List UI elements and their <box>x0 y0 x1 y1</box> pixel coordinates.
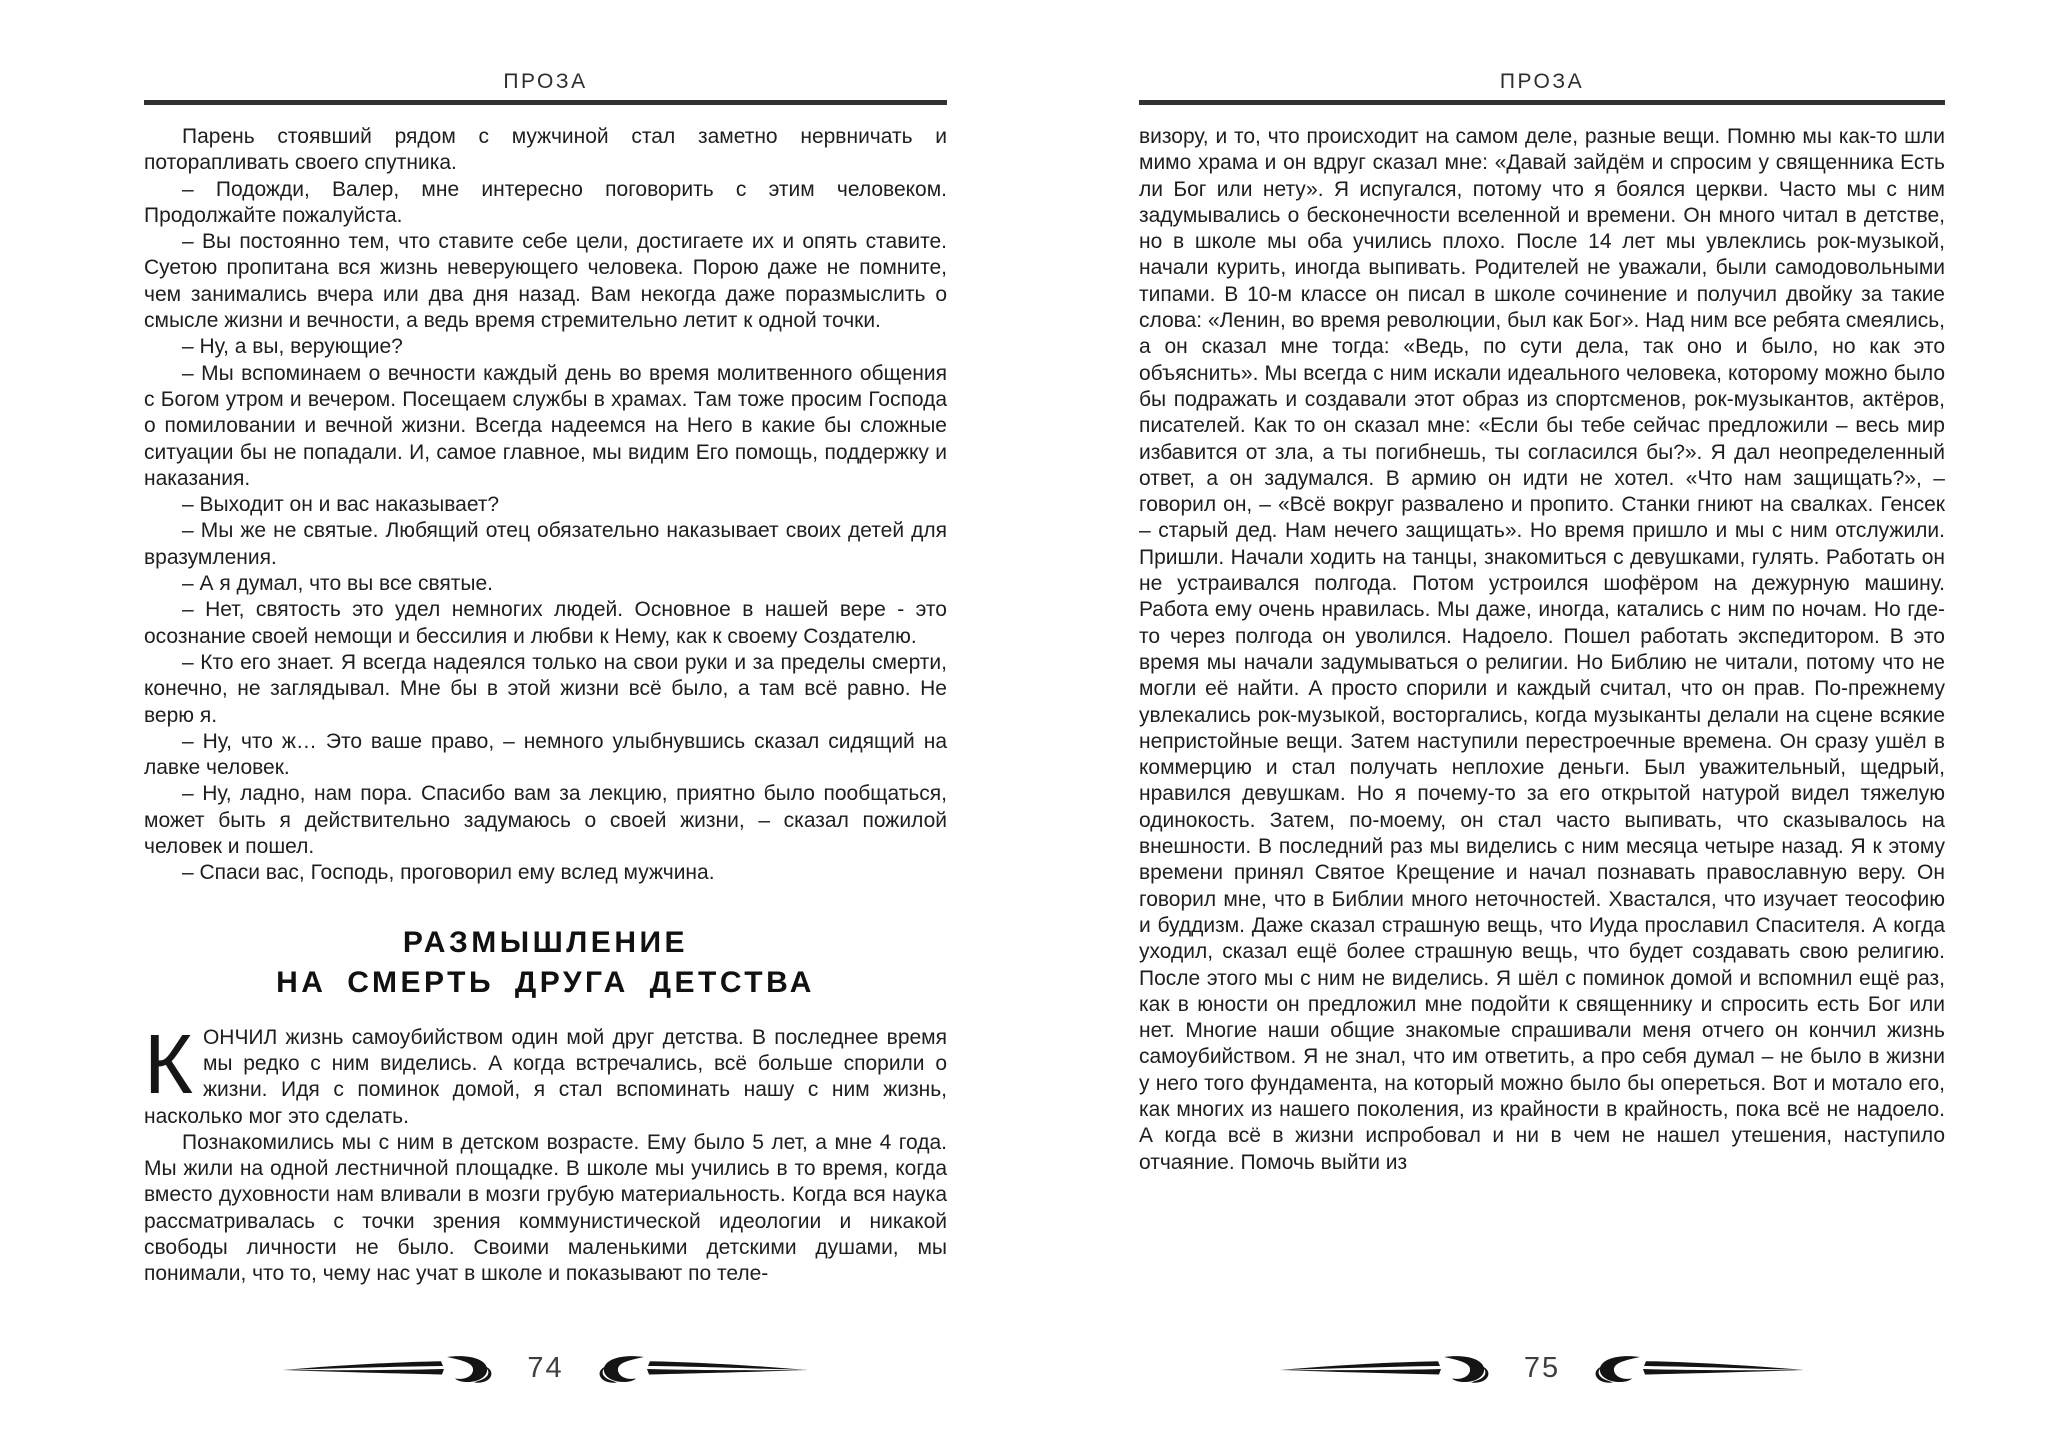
section-heading-line1: РАЗМЫШЛЕНИЕ <box>402 925 689 959</box>
dialogue-paragraph: – Нет, святость это удел немногих людей. Основное в нашей вере - это осознание своей немощи и бессилия и любви к Нему, как к своему Создателю. <box>144 598 947 648</box>
dialogue-paragraph: – Ну, что ж… Это ваше право, – немного улыбнувшись сказал сидящий на лавке человек. <box>144 729 947 780</box>
page-number-left: 74 <box>527 1352 564 1384</box>
dialogue-paragraph: – Спаси вас, Господь, проговорил ему вслед мужчина. <box>182 861 715 885</box>
head-rule-right <box>1139 100 1945 105</box>
dialogue-paragraph: – Мы вспоминаем о вечности каждый день во время молитвенного общения с Богом утром и вечером. Посещаем службы в храмах. Там тоже просим Господа о помиловании и вечной жизни. Всегда надеемся на Него в какие бы сложные ситуации бы не попадали. И, самое главное, мы видим Его помощь, поддержку и наказания. <box>144 361 947 490</box>
section-heading-line2: НА СМЕРТЬ ДРУГА ДЕТСТВА <box>276 965 815 999</box>
body-paragraph: Познакомились мы с ним в детском возрасте. Ему было 5 лет, а мне 4 года. Мы жили на одной лестничной площадке. В школе мы учились в то время, когда вместо духовности нам вливали в мозги грубую материальность. Когда вся наука рассматривалась с точки зрения коммунистической идеологии и никакой свободы личности не было. Своими маленькими детскими душами, мы понимали, что то, чему нас учат в школе и показывают по теле- <box>144 1130 947 1286</box>
footer-ornament-right-icon <box>1576 1353 1806 1385</box>
dialogue-paragraph: – Вы постоянно тем, что ставите себе цели, достигаете их и опять ставите. Суетою пропитана вся жизнь неверующего человека. Порою даже не помните, чем занимались вчера или два дня назад. Вам некогда даже поразмыслить о смысле жизни и вечности, а ведь время стремительно летит к одной точки. <box>144 230 947 333</box>
section-heading <box>144 923 947 1003</box>
page-number-right: 75 <box>1523 1352 1561 1384</box>
drop-cap-text: жизнь самоубийством один мой друг детства. В последнее время мы редко с ним виделись. А когда встречались, всё больше спорили о жизни. Идя с поминок домой, я стал вспоминать нашу с ним жизнь, насколько мог это сделать. <box>144 1025 947 1128</box>
page-left <box>144 70 947 1410</box>
running-head-left: ПРОЗА <box>503 70 588 93</box>
continuation-paragraph: визору, и то, что происходит на самом деле, разные вещи. Помню мы как-то шли мимо храма и он вдруг сказал мне: «Давай зайдём и спросим у священника Есть ли Бог или нету». Я испугался, потому что я боялся церкви. Часто мы с ним задумывались о бесконечности вселенной и времени. Он много читал в детстве, но в школе мы оба учились плохо. После 14 лет мы увлеклись рок-музыкой, начали курить, иногда выпивать. Родителей не уважали, были самодовольными типами. В 10-м классе он писал в школе сочинение и получил двойку за такие слова: «Ленин, во время революции, был как Бог». Над ним все ребята смеялись, а он сказал мне тогда: «Ведь, по сути дела, так оно и было, но как это объяснить». Мы всегда с ним искали идеального человека, которому можно было бы подражать и создавали этот образ из спортсменов, рок-музыкантов, актёров, писателей. Как то он сказал мне: «Если бы тебе сейчас предложили – весь мир избавится от зла, а ты погибнешь, ты согласился бы?». Я дал неопределенный ответ, а он задумался. В армию он идти не хотел. «Что нам защищать?», – говорил он, – «Всё вокруг развалено и пропито. Станки гниют на свалках. Генсек – старый дед. Нам нечего защищать». Но время пришло и мы с ним отслужили. Пришли. Начали ходить на танцы, знакомиться с девушками, гулять. Работать он не устраивался полгода. Потом устроился шофёром на дежурную машину. Работа ему очень нравилась. Мы даже, иногда, катались с ним по ночам. Но где-то через полгода он уволился. Надоело. Пошел работать экспедитором. В это время мы начали задумываться о религии. Но Библию не читали, потому что не могли её найти. А просто спорили и каждый считал, что он прав. По-прежнему увлекались рок-музыкой, восторгались, когда музыканты делали на сцене всякие непристойные вещи. Затем наступили перестроечные времена. Он сразу ушёл в коммерцию и стал получать неплохие деньги. Был уважительный, щедрый, нравился девушкам. Но я почему-то за его открытой натурой видел тяжелую одинокость. Затем, по-моему, он стал часто выпивать, что сказывалось на внешности. В последний раз мы виделись с ним месяца четыре назад. Я к этому времени принял Святое Крещение и начал познавать православную веру. Он говорил мне, что в Библии много неточностей. Хвастался, что изучает теософию и буддизм. Даже сказал страшную вещь, что Иуда прославил Спасителя. А когда уходил, сказал ещё более страшную вещь, что будет создавать свою религию. После этого мы с ним не виделись. Я шёл с поминок домой и вспомнил ещё раз, как в юности он предложил мне подойти к священнику и спросить есть Бог или нет. Многие наши общие знакомые спрашивали меня отчего он кончил жизнь самоубийством. Я не знал, что им ответить, а про себя думал – не было в жизни у него того фундамента, на который можно было бы опереться. Вот и мотало его, как многих из нашего поколения, из крайности в крайность, пока всё не надоело. А когда всё в жизни испробовал и ни в чем не нашел утешения, наступило отчаяние. Помочь выйти из <box>1139 125 1945 1174</box>
dialogue-paragraph: – Мы же не святые. Любящий отец обязательно наказывает своих детей для вразумления. <box>144 519 947 569</box>
drop-cap-paragraph <box>144 1016 947 1130</box>
drop-cap-letter: К <box>144 1016 193 1111</box>
dialogue-paragraph: – А я думал, что вы все святые. <box>182 572 493 596</box>
dialogue-paragraph: – Выходит он и вас наказывает? <box>182 493 500 517</box>
dialogue-paragraph: – Ну, ладно, нам пора. Спасибо вам за лекцию, приятно было пообщаться, может быть я действительно задумаюсь о своей жизни, – сказал пожилой человек и пошел. <box>144 782 947 859</box>
footer-right <box>1139 1352 1945 1385</box>
page-left-body <box>144 124 947 1288</box>
footer-ornament-left-icon <box>281 1353 511 1385</box>
drop-cap-lead: ОНЧИЛ <box>202 1025 278 1049</box>
footer-left <box>144 1352 947 1385</box>
dialogue-paragraph: – Кто его знает. Я всегда надеялся только на свои руки и за пределы смерти, конечно, не заглядывал. Мне бы в этой жизни всё было, а там всё равно. Не верю я. <box>144 650 947 727</box>
dialogue-paragraph: – Подожди, Валер, мне интересно поговорить с этим человеком. Продолжайте пожалуйста. <box>144 177 947 227</box>
footer-ornament-right-icon <box>580 1353 810 1385</box>
dialogue-paragraph: – Ну, а вы, верующие? <box>182 335 403 359</box>
page-right-body <box>1139 124 1945 1176</box>
dialogue-paragraph: Парень стоявший рядом с мужчиной стал заметно нервничать и поторапливать своего спутника. <box>144 125 947 175</box>
footer-ornament-left-icon <box>1278 1353 1508 1385</box>
page-right <box>1139 70 1945 1410</box>
running-head-right: ПРОЗА <box>1499 70 1585 93</box>
head-rule-left <box>144 100 947 105</box>
